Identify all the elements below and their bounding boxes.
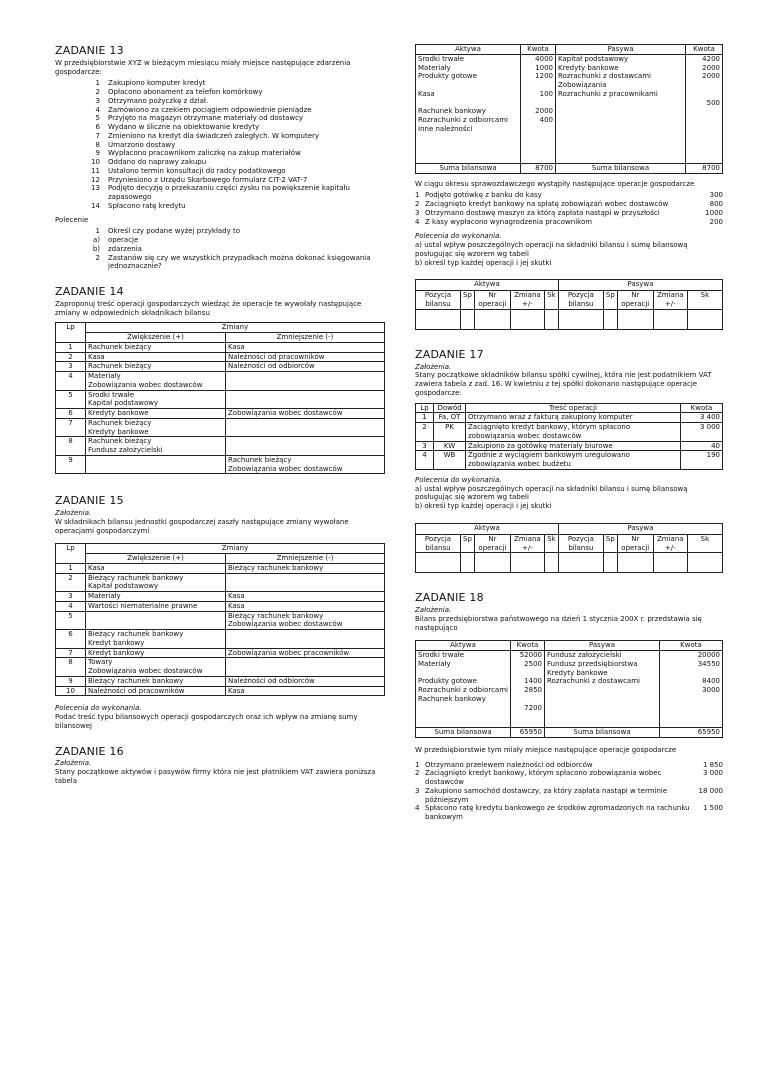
cell-lp: 4 (56, 372, 86, 391)
table-row (56, 372, 385, 391)
cell-dec: Kasa (226, 601, 385, 611)
cell-dec (226, 437, 385, 456)
list-item: 1 Podjęto gotówkę z banku do kasy 300 (415, 191, 723, 200)
cell-kw: 3 000 (681, 423, 723, 442)
sum-label: Suma bilansowa (416, 728, 511, 738)
grid-sp: Sp (603, 534, 617, 553)
zadanie-15-task: Podać treść typu bilansowych operacji gospodarczych oraz ich wpływ na zmianę sumy bilansowej (55, 713, 358, 730)
table-row (56, 630, 385, 649)
cell-dow: PK (434, 423, 466, 442)
cell-lp: 3 (56, 362, 86, 372)
grid-sk: Sk (687, 534, 722, 553)
cell-dec: Bieżący rachunek bankowy Zobowiązania wobec dostawców (226, 611, 385, 630)
zadanie-13-title: ZADANIE 13 (55, 44, 124, 57)
list-item: 1 Zakupiono komputer kredyt (95, 79, 206, 88)
cell-lp: 3 (56, 592, 86, 602)
cell-tresc: Zgodnie z wyciągiem bankowym uregulowano zobowiązania wobec budżetu (466, 451, 681, 470)
zadanie-15-title: ZADANIE 15 (55, 494, 124, 508)
sum-aktywa: 65950 (511, 728, 545, 738)
zadanie-16-task-b: b) określ typ każdej operacji i jej skutki (415, 258, 552, 267)
cell-dec (226, 573, 385, 592)
zadanie-14-table (55, 322, 385, 474)
grid-nr: Nr operacji (617, 291, 653, 310)
list-item: 2 Opłacono abonament za telefon komórkowy (95, 88, 263, 96)
cell-dec: Należności od odbiorców (226, 362, 385, 372)
list-item: 4 Zamówiono za czekiem pociągiem odpowiednie pieniądze (95, 105, 312, 114)
grid-sp: Sp (461, 534, 475, 553)
cell-lp: 1 (416, 413, 434, 423)
col-tresc: Treść operacji (466, 403, 681, 413)
zadanie-15-task-label: Polecenia do wykonania. (55, 704, 142, 713)
table-row (56, 409, 385, 419)
cell-lp: 9 (56, 676, 86, 686)
col-increase: Zwiększenie (+) (86, 554, 226, 564)
aktywa-values: 4000 1000 1200 100 2000 400 (521, 54, 556, 163)
cell-dec: Należności od pracowników (226, 352, 385, 362)
list-item: 6 Wydano w śliczne na obiektowanie kredyty (95, 123, 260, 131)
cell-tresc: Otrzymano wraz z fakturą zakupiony komputer (466, 413, 681, 423)
table-row (56, 362, 385, 372)
cell-lp: 6 (56, 630, 86, 649)
cell-dec (226, 390, 385, 409)
zadanie-16-intro: Stany początkowe aktywów i pasywów firmy która nie jest płatnikiem VAT zawiera poniższa tabela (55, 768, 376, 785)
col-lp: Lp (56, 323, 86, 343)
zadanie-15-sub: Założenia. (55, 509, 92, 517)
cell-lp: 8 (56, 658, 86, 677)
zadanie-14-title: ZADANIE 14 (55, 285, 124, 298)
zadanie-14-intro: Zaproponuj treść operacji gospodarczych wiedząc że operacje te wywołały następujące zmiany w odpowiednich składnikach bilansu (55, 299, 362, 317)
cell-dow: Fa, OT (434, 413, 466, 423)
cell-tresc: Zaciągnięto kredyt bankowy, którym spłacono zobowiązania wobec dostawców (466, 423, 681, 442)
zadanie-15 (55, 494, 385, 730)
cell-dec: Zobowiązania wobec dostawców (226, 409, 385, 419)
grid-zmiana: Zmiana +/- (653, 534, 687, 553)
cell-lp: 5 (56, 390, 86, 409)
table-row (56, 437, 385, 456)
sum-pasywa: 8700 (686, 163, 723, 173)
left-column (55, 44, 385, 786)
zadanie-18-sub: Założenia. (415, 606, 452, 614)
col-decrease: Zmniejszenie (-) (226, 554, 385, 564)
cell-dec: Bieżący rachunek bankowy (226, 563, 385, 573)
cell-inc: Rachunek bieżący Fundusz założycielski (86, 437, 226, 456)
zadanie-17-table (415, 403, 723, 470)
zadanie-18-intro: Bilans przedsiębiorstwa państwowego na dzień 1 stycznia 200X r. przedstawia się następująco (415, 614, 702, 632)
zadanie-15-table (55, 543, 385, 696)
cell-lp: 2 (416, 423, 434, 442)
grid-sp: Sp (603, 291, 617, 310)
cell-lp: 2 (56, 352, 86, 362)
cell-inc (86, 455, 226, 474)
grid-pozycja: Pozycja bilansu (416, 534, 461, 553)
col-decrease: Zmniejszenie (-) (226, 333, 385, 343)
table-row (56, 418, 385, 437)
zadanie-17-task-a: a) ustal wpływ poszczególnych operacji na składniki bilansu i sumę bilansową posługując się wzorem wg tabeli (415, 484, 688, 502)
zadanie-16-task-label: Polecenia do wykonania. (415, 232, 502, 241)
zadanie-17-title: ZADANIE 17 (415, 347, 484, 361)
cell-lp: 1 (56, 563, 86, 573)
cell-lp: 6 (56, 409, 86, 419)
pasywa-values: 20000 34550 8400 3000 (660, 651, 723, 728)
table-row (56, 455, 385, 474)
grid-pasywa: Pasywa (558, 523, 722, 534)
grid-nr: Nr operacji (474, 534, 510, 553)
table-row (416, 423, 723, 442)
right-column (415, 44, 723, 822)
grid-aktywa: Aktywa (416, 280, 559, 291)
list-item: 2 Zaciągnięto kredyt bankowy, którym spłacono zobowiązania wobec dostawców 3 000 (415, 769, 723, 786)
cell-inc: Bieżący rachunek bankowy Kredyt bankowy (86, 630, 226, 649)
cell-dec: Kasa (226, 342, 385, 352)
cell-dow: WB (434, 451, 466, 470)
cell-dec (226, 418, 385, 437)
col-kwota: Kwota (660, 641, 723, 651)
list-item: 3 Otrzymano dostawę maszyn za którą zapłata nastąpi w przyszłości 1000 (415, 208, 723, 217)
zadanie-17-task-b: b) określ typ każdej operacji i jej skutki (415, 502, 552, 510)
zadanie-16-ops-intro: W ciągu okresu sprawozdawczego wystąpiły następujące operacje gospodarcze (415, 179, 695, 188)
zadanie-15-rows (56, 563, 385, 696)
zadanie-17 (415, 348, 723, 574)
list-item: 3 Zakupiono samochód dostawczy, za który zapłata nastąpi w terminie późniejszym 18 000 (415, 786, 723, 804)
pasywa-names: Kapitał podstawowy Kredyty bankowe Rozrachunki z dostawcami Zobowiązania Rozrachunki z pracownikami (556, 54, 686, 163)
table-row (56, 648, 385, 658)
zadanie-16-ops (415, 191, 723, 226)
cell-inc: Należności od pracowników (86, 686, 226, 696)
col-dowod: Dowód (434, 403, 466, 413)
cell-kw: 190 (681, 451, 723, 470)
pasywa-values: 4200 2000 2000 500 (686, 54, 723, 163)
col-pasywa: Pasywa (545, 641, 660, 651)
grid-nr: Nr operacji (474, 291, 510, 310)
zadanie-13-intro: W przedsiębiorstwie XYZ w bieżącym miesiącu miały miejsce następujące zdarzenia gospodarcze: (55, 58, 351, 76)
cell-inc: Kasa (86, 352, 226, 362)
cell-inc: Środki trwałe Kapitał podstawowy (86, 390, 226, 409)
list-item: 1 Określ czy podane wyżej przykłady to (95, 227, 241, 236)
list-item: 10 Oddano do naprawy zakupu (91, 158, 207, 166)
cell-inc: Wartości niematerialne prawne (86, 601, 226, 611)
table-row (416, 441, 723, 451)
cell-lp: 7 (56, 648, 86, 658)
cell-dec: Zobowiązania wobec pracowników (226, 648, 385, 658)
pasywa-names: Fundusz założycielski Fundusz przedsiębiorstwa Kredyty bankowe Rozrachunki z dostawcami (545, 651, 660, 728)
zadanie-15-intro: W składnikach bilansu jednostki gospodarczej zaszły następujące zmiany wywołane operacjami gospodarczymi (55, 517, 349, 535)
col-lp: Lp (56, 544, 86, 564)
cell-lp: 2 (56, 573, 86, 592)
table-row (56, 352, 385, 362)
list-item: 14 Spłacono ratę kredytu (91, 201, 186, 210)
cell-inc: Materiały Zobowiązania wobec dostawców (86, 372, 226, 391)
cell-dec: Rachunek bieżący Zobowiązania wobec dostawców (226, 455, 385, 474)
table-row (56, 573, 385, 592)
cell-inc: Kredyt bankowy (86, 648, 226, 658)
zadanie-18-ops-intro: W przedsiębiorstwie tym miały miejsce następujące operacje gospodarcze (415, 745, 677, 754)
aktywa-names: Środki trwałe Materiały Produkty gotowe Kasa Rachunek bankowy Rozrachunki z odbiorcami Inne należności (416, 54, 521, 163)
list-item: a) operacje (92, 236, 139, 244)
col-kwota: Kwota (686, 45, 723, 55)
zadanie-13 (55, 44, 385, 271)
cell-inc: Kredyty bankowe (86, 409, 226, 419)
cell-inc: Materiały (86, 592, 226, 602)
cell-lp: 4 (56, 601, 86, 611)
cell-dec (226, 372, 385, 391)
col-aktywa: Aktywa (416, 45, 521, 55)
col-increase: Zwiększenie (+) (86, 333, 226, 343)
zadanie-18-balance-table (415, 640, 723, 738)
cell-dow: KW (434, 441, 466, 451)
zadanie-16 (55, 745, 385, 786)
list-item: 5 Przyjęto na magazyn otrzymane materiały od dostawcy (95, 114, 304, 123)
cell-inc: Rachunek bieżący (86, 362, 226, 372)
table-row (56, 592, 385, 602)
list-item: 9 Wypłacono pracownikom zaliczkę na zakup materiałów (95, 149, 301, 158)
list-item: 12 Przyniesiono z Urzędu Skarbowego formularz CIT-2 VAT-7 (91, 175, 308, 184)
cell-inc (86, 611, 226, 630)
zadanie-13-list (55, 79, 385, 210)
zadanie-14 (55, 285, 385, 474)
table-row (416, 451, 723, 470)
table-row (56, 611, 385, 630)
grid-sk: Sk (544, 291, 558, 310)
col-zmiany: Zmiany (86, 544, 385, 554)
col-kwota: Kwota (511, 641, 545, 651)
list-item: 13 Podjęto decyzję o przekazaniu części zysku na powiększenie kapitału zapasowego (91, 184, 350, 201)
cell-dec (226, 630, 385, 649)
zadanie-17-answer-grid (415, 523, 723, 574)
zadanie-14-rows (56, 342, 385, 474)
col-pasywa: Pasywa (556, 45, 686, 55)
cell-inc: Bieżący rachunek bankowy Kapitał podstawowy (86, 573, 226, 592)
grid-pozycja: Pozycja bilansu (558, 291, 603, 310)
list-item: 11 Ustalono termin konsultacji do radcy podatkowego (91, 166, 286, 175)
cell-lp: 9 (56, 455, 86, 474)
cell-tresc: Zakupiono za gotówkę materiały biurowe (466, 441, 681, 451)
zadanie-16-title: ZADANIE 16 (55, 744, 124, 758)
grid-zmiana: Zmiana +/- (653, 291, 687, 310)
list-item: b) zdarzenia (92, 244, 142, 253)
list-item: 8 Umarzono dostawy (95, 140, 176, 149)
cell-lp: 5 (56, 611, 86, 630)
table-row (56, 676, 385, 686)
col-kwota: Kwota (521, 45, 556, 55)
zadanie-18-title: ZADANIE 18 (415, 591, 484, 605)
table-row (56, 390, 385, 409)
list-item: 7 Zmieniono na kredyt dla świadczeń zaległych. W komputery (95, 131, 320, 140)
list-item: 4 Z kasy wypłacono wynagrodzenia pracownikom 200 (415, 217, 723, 226)
zadanie-18 (415, 591, 723, 822)
cell-lp: 10 (56, 686, 86, 696)
cell-lp: 3 (416, 441, 434, 451)
col-aktywa: Aktywa (416, 641, 511, 651)
polecenie-list (55, 227, 385, 271)
sum-label: Suma bilansowa (416, 163, 521, 173)
zadanie-16-task-a: a) ustal wpływ poszczególnych operacji na składniki bilansu i sumę bilansową posługując się wzorem wg tabeli (415, 241, 688, 258)
zadanie-16-answer-grid (415, 279, 723, 330)
grid-sk: Sk (544, 534, 558, 553)
grid-sp: Sp (461, 291, 475, 310)
cell-dec: Należności od odbiorców (226, 676, 385, 686)
col-lp: Lp (416, 403, 434, 413)
cell-lp: 7 (56, 418, 86, 437)
cell-inc: Kasa (86, 563, 226, 573)
table-row (56, 563, 385, 573)
zadanie-16-sub: Założenia. (55, 759, 92, 768)
sum-label: Suma bilansowa (545, 728, 660, 738)
zadanie-17-task-label: Polecenia do wykonania. (415, 475, 502, 484)
table-row (416, 413, 723, 423)
zadanie-16-balance-table (415, 44, 723, 174)
polecenie-label: Polecenie (55, 215, 89, 224)
grid-aktywa: Aktywa (416, 523, 559, 534)
cell-dec: Kasa (226, 592, 385, 602)
cell-lp: 8 (56, 437, 86, 456)
grid-pozycja: Pozycja bilansu (416, 291, 461, 310)
grid-pasywa: Pasywa (558, 280, 722, 291)
zadanie-17-rows (416, 413, 723, 470)
col-kwota: Kwota (681, 403, 723, 413)
zadanie-17-sub: Założenia. (415, 362, 452, 371)
sum-pasywa: 65950 (660, 728, 723, 738)
cell-dec: Kasa (226, 686, 385, 696)
grid-nr: Nr operacji (617, 534, 653, 553)
aktywa-values: 52000 2500 1400 2850 7200 (511, 651, 545, 728)
cell-kw: 40 (681, 441, 723, 451)
grid-zmiana: Zmiana +/- (510, 291, 544, 310)
cell-inc: Rachunek bieżący (86, 342, 226, 352)
table-row (56, 342, 385, 352)
list-item: 1 Otrzymano przelewem należności od odbiorców 1 850 (415, 760, 723, 769)
table-row (56, 658, 385, 677)
sum-label: Suma bilansowa (556, 163, 686, 173)
cell-inc: Rachunek bieżący Kredyty bankowe (86, 418, 226, 437)
grid-pozycja: Pozycja bilansu (558, 534, 603, 553)
list-item: 4 Spłacono ratę kredytu bankowego ze środków zgromadzonych na rachunku bankowym 1 500 (415, 804, 723, 821)
cell-inc: Bieżący rachunek bankowy (86, 676, 226, 686)
col-zmiany: Zmiany (86, 323, 385, 333)
table-row (56, 601, 385, 611)
zadanie-17-intro: Stany początkowe składników bilansu spółki cywilnej, która nie jest podatnikiem VAT zawiera tabela z zad. 16. W kwietniu z tej spółki dokonano następujące operacje gospodarcze: (415, 371, 712, 397)
cell-dec (226, 658, 385, 677)
cell-inc: Towary Zobowiązania wobec dostawców (86, 658, 226, 677)
cell-kw: 3 400 (681, 413, 723, 423)
grid-sk: Sk (687, 291, 722, 310)
cell-lp: 1 (56, 342, 86, 352)
zadanie-18-ops (415, 761, 723, 822)
cell-lp: 4 (416, 451, 434, 470)
grid-zmiana: Zmiana +/- (510, 534, 544, 553)
list-item: 2 Zastanów się czy we wszystkich przypadkach można dokonać księgowania jednoznacznie? (95, 253, 371, 271)
table-row (56, 686, 385, 696)
aktywa-names: Środki trwałe Materiały Produkty gotowe Rozrachunki z odbiorcami Rachunek bankowy (416, 651, 511, 728)
sum-aktywa: 8700 (521, 163, 556, 173)
list-item: 3 Otrzymano pożyczkę z dział. (95, 96, 209, 105)
list-item: 2 Zaciągnięto kredyt bankowy na spłatę zobowiązań wobec dostawców 800 (415, 200, 723, 208)
